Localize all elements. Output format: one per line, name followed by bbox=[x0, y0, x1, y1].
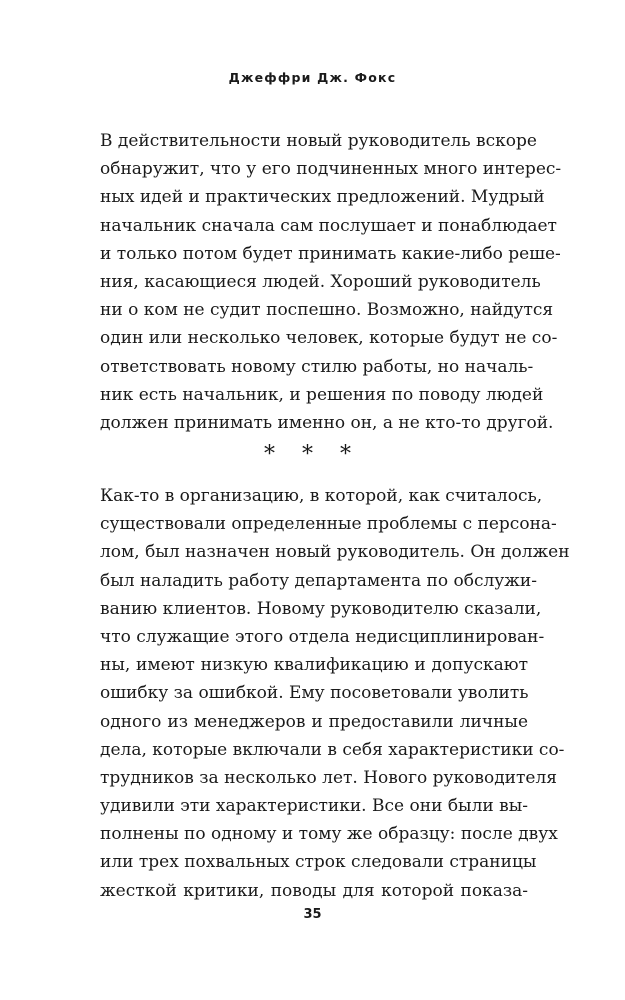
paragraph-1 bbox=[100, 127, 562, 437]
text-line: Как-то в организацию, в которой, как считалось, bbox=[100, 486, 543, 506]
page-number: 35 bbox=[303, 907, 322, 922]
text-line: и только потом будет принимать какие-либо реше- bbox=[100, 243, 561, 264]
text-line: одного из менеджеров и предоставили личные bbox=[100, 711, 528, 732]
text-line: существовали определенные проблемы с персона- bbox=[100, 514, 557, 535]
text-line: ных идей и практических предложений. Мудрый bbox=[100, 187, 545, 208]
text-line: В действительности новый руководитель вскоре bbox=[100, 131, 537, 151]
running-head: Джеффри Дж. Фокс bbox=[228, 70, 397, 85]
text-line: обнаружит, что у его подчиненных много интерес- bbox=[100, 159, 562, 180]
paragraph-2 bbox=[100, 482, 570, 905]
text-line: ошибку за ошибкой. Ему посоветовали уволить bbox=[100, 683, 529, 704]
text-line: ны, имеют низкую квалификацию и допускают bbox=[100, 655, 528, 676]
text-line: начальник сначала сам послушает и понаблюдает bbox=[100, 215, 557, 236]
text-line: ник есть начальник, и решения по поводу людей bbox=[100, 384, 544, 405]
text-line: лом, был назначен новый руководитель. Он должен bbox=[100, 542, 570, 563]
text-line: должен принимать именно он, а не кто-то другой. bbox=[100, 412, 554, 433]
text-line: жесткой критики, поводы для которой показа- bbox=[100, 880, 528, 901]
text-line: один или несколько человек, которые будут не со- bbox=[100, 328, 558, 349]
text-line: был наладить работу департамента по обслужи- bbox=[100, 570, 537, 591]
text-line: ни о ком не судит поспешно. Возможно, найдутся bbox=[100, 300, 554, 321]
text-line: удивили эти характеристики. Все они были вы- bbox=[100, 796, 528, 817]
section-separator: * * * bbox=[264, 442, 361, 467]
text-line: полнены по одному и тому же образцу: после двух bbox=[100, 824, 558, 845]
text-line: что служащие этого отдела недисциплинирован- bbox=[100, 626, 545, 647]
text-line: ответствовать новому стилю работы, но началь- bbox=[100, 356, 534, 377]
text-line: трудников за несколько лет. Нового руководителя bbox=[100, 767, 557, 788]
text-line: дела, которые включали в себя характеристики со- bbox=[100, 739, 565, 760]
text-line: ния, касающиеся людей. Хороший руководитель bbox=[100, 271, 541, 292]
text-line: ванию клиентов. Новому руководителю сказали, bbox=[100, 598, 542, 619]
text-line: или трех похвальных строк следовали страницы bbox=[100, 852, 537, 873]
